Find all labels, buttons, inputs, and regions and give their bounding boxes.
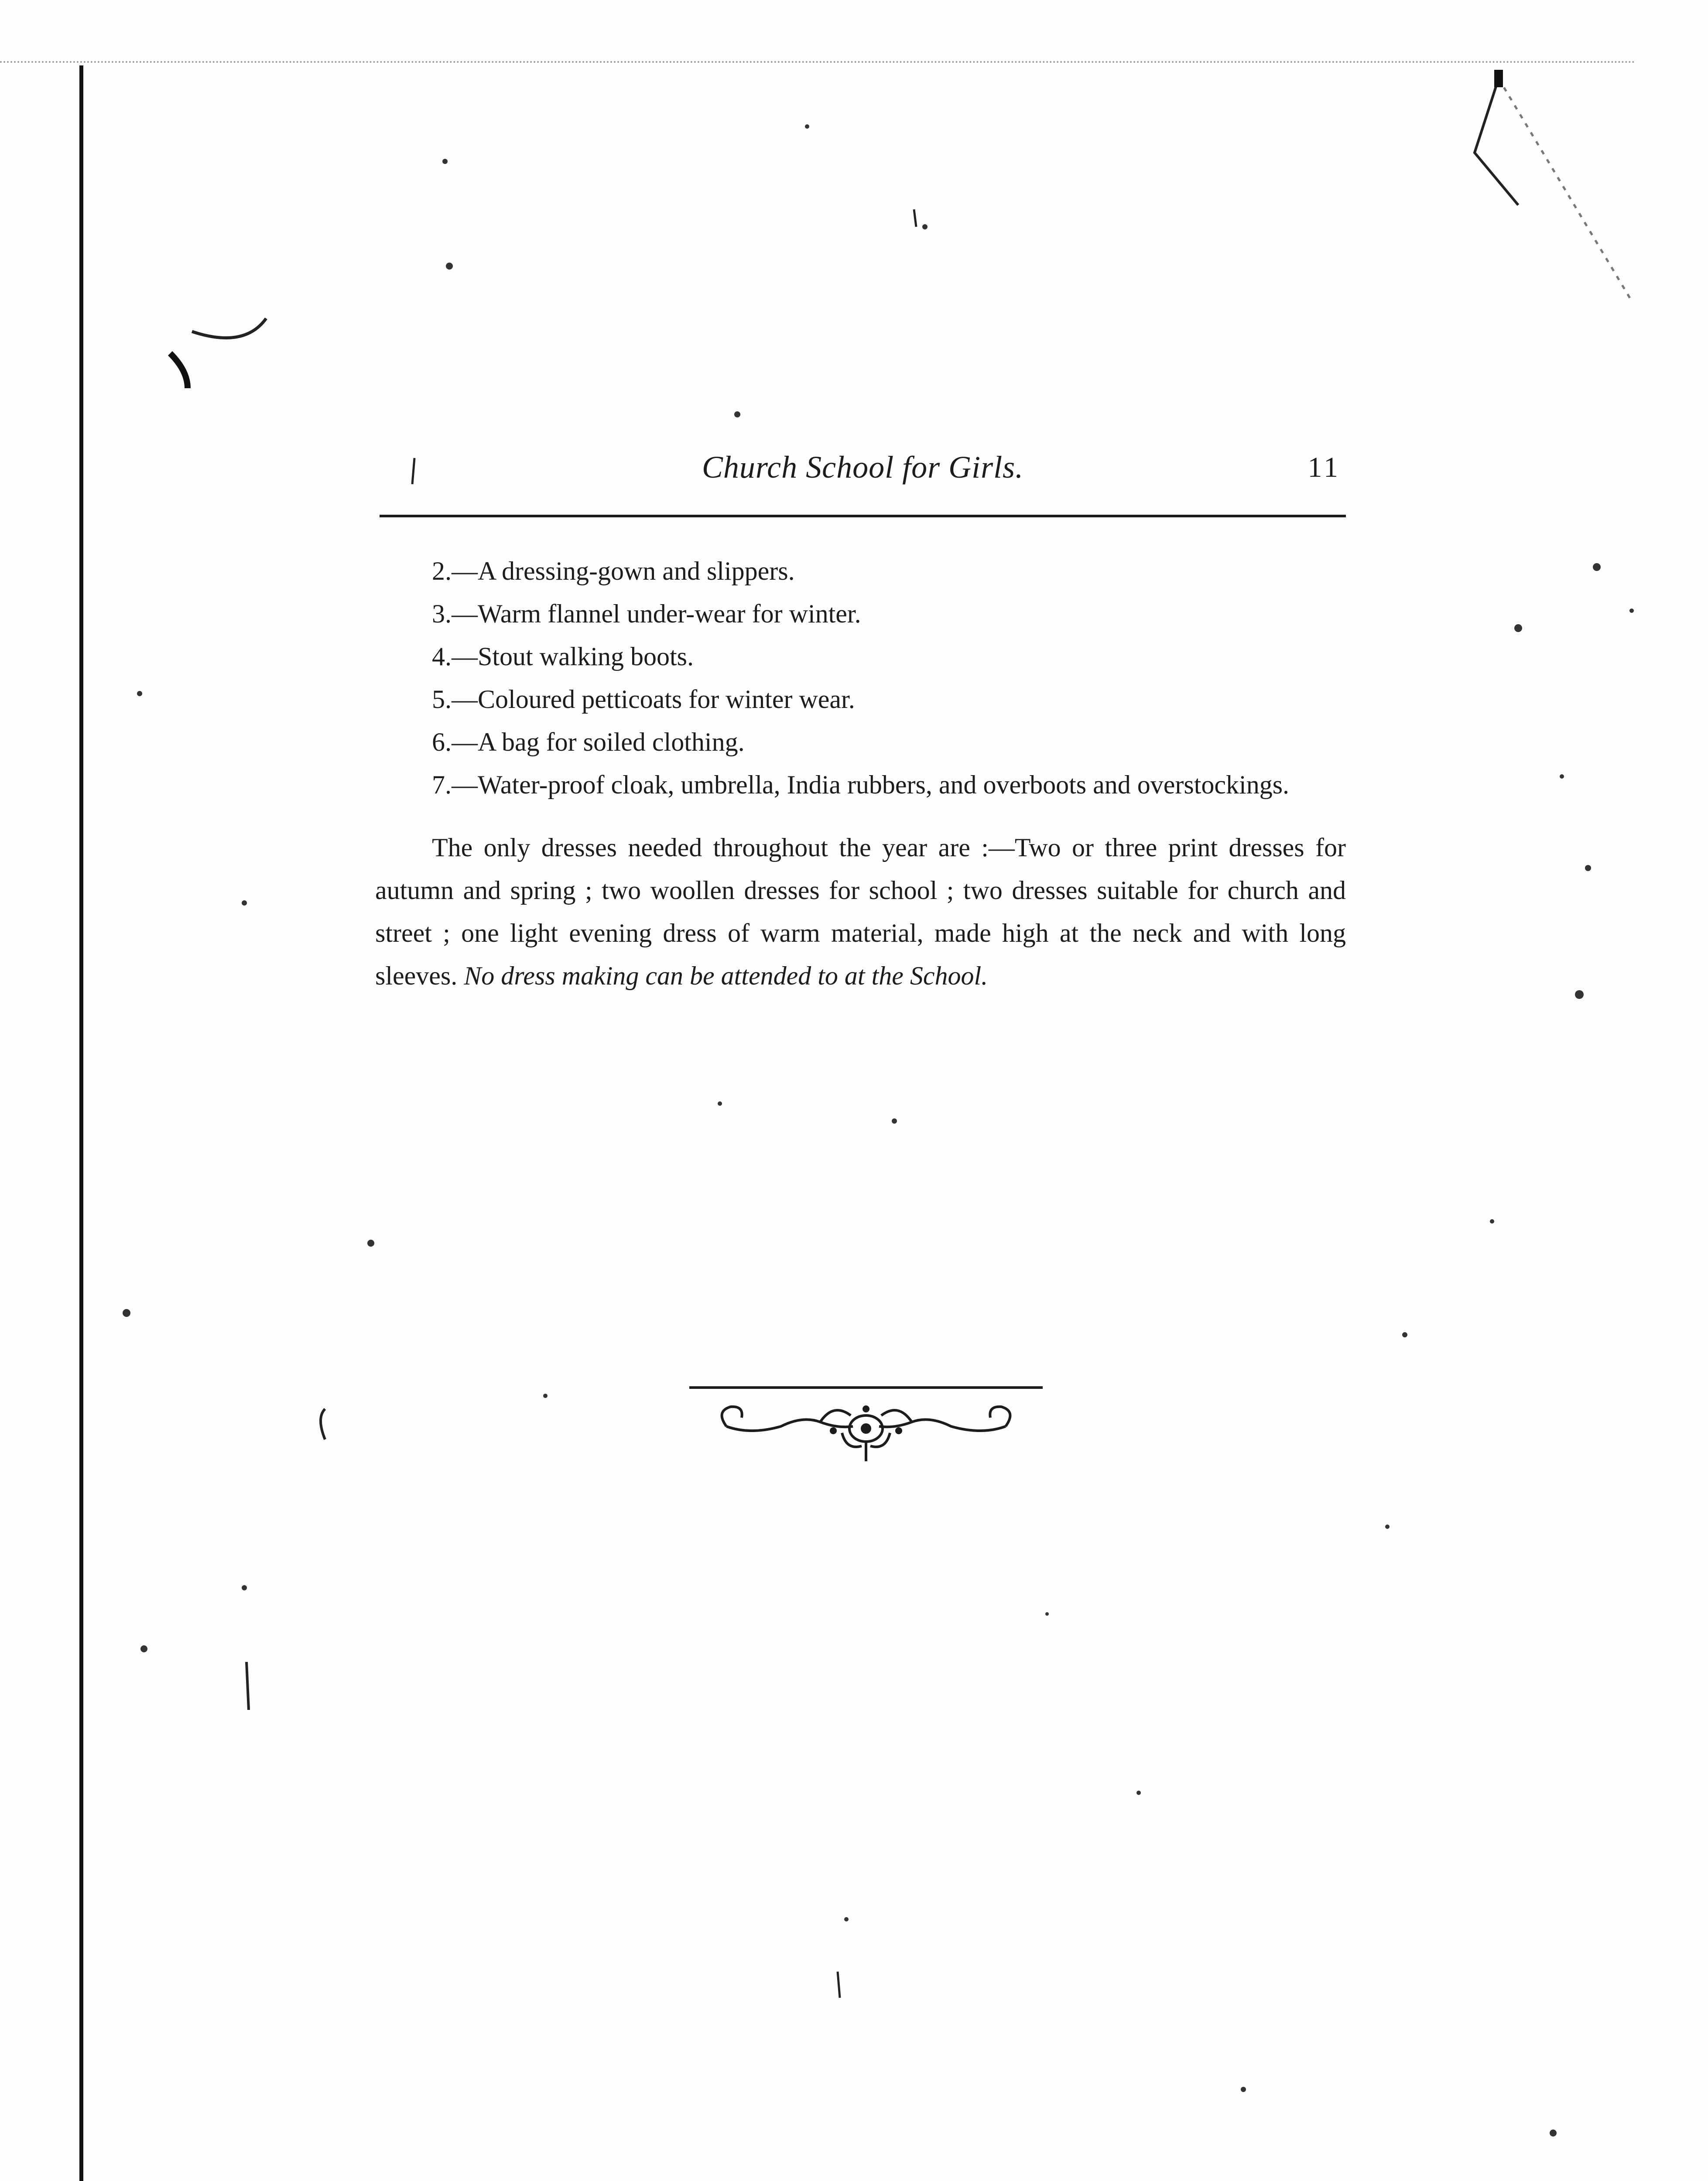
- running-header: [380, 441, 1346, 506]
- list-item: 7.—Water-proof cloak, umbrella, India rubbers, and overboots and overstockings.: [432, 770, 1290, 799]
- list-item: 4.—Stout walking boots.: [432, 642, 694, 671]
- list-item: 5.—Coloured petticoats for winter wear.: [432, 685, 855, 714]
- list-item: 2.—A dressing-gown and slippers.: [432, 557, 795, 585]
- dresses-paragraph: [375, 826, 1346, 997]
- decorative-scroll-ornament-icon: [689, 1385, 1043, 1472]
- list-item: 6.—A bag for soiled clothing.: [432, 728, 745, 756]
- running-title: Church School for Girls.: [702, 450, 1024, 485]
- header-rule: [380, 515, 1346, 517]
- page-number: 11: [1308, 451, 1341, 483]
- paragraph-italic-note: No dress making can be attended to at the School.: [464, 961, 988, 990]
- paragraph-roman-text: The only dresses needed throughout the year are :—Two or three print dresses for autumn and spring ; two woollen dresses for school ; two dresses suitable for church and street ; one light evening dress of warm material, made high at the neck and with long sleeves.: [375, 833, 1346, 990]
- list-item: 3.—Warm flannel under-wear for winter.: [432, 599, 861, 628]
- body-text: [375, 550, 1346, 997]
